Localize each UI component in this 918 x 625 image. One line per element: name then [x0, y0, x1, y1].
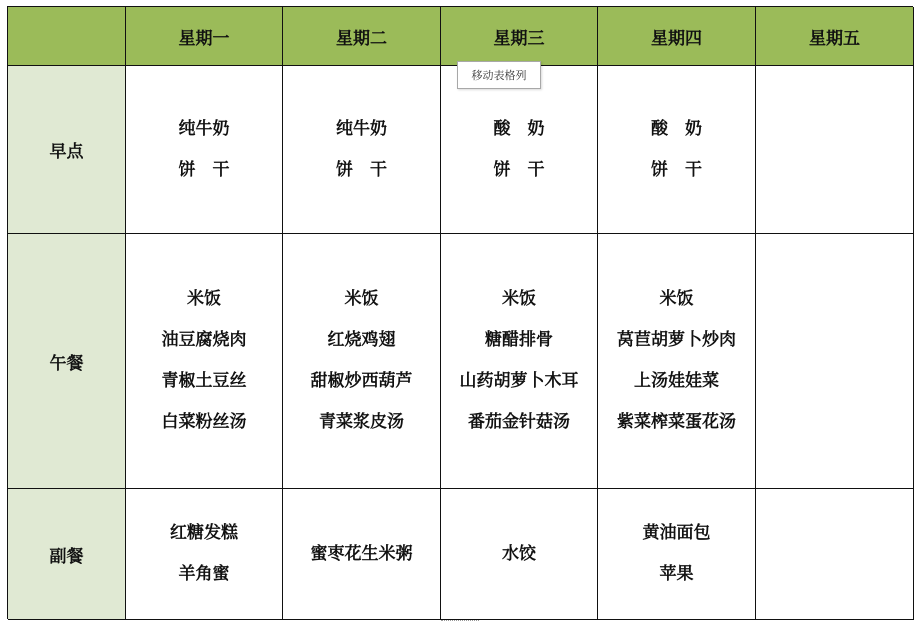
cell-breakfast-tuesday[interactable]: [283, 66, 441, 234]
menu-item: 米饭: [187, 289, 221, 309]
menu-item: 苹果: [659, 564, 694, 584]
column-move-guide: [441, 620, 479, 622]
header-thursday[interactable]: 星期四: [598, 7, 756, 66]
menu-item: 紫菜榨菜蛋花汤: [617, 412, 736, 432]
menu-item: 红烧鸡翅: [327, 330, 396, 350]
cell-lunch-monday[interactable]: [126, 234, 283, 489]
menu-item: 饼 干: [493, 159, 545, 180]
menu-item: 羊角蜜: [178, 564, 230, 584]
menu-item: 米饭: [502, 289, 536, 309]
row-label-side-meal: 副餐: [8, 489, 126, 620]
menu-item: 饼 干: [178, 159, 230, 180]
menu-item: 饼 干: [336, 159, 387, 180]
menu-item: 酸 奶: [493, 118, 545, 139]
menu-item: 纯牛奶: [178, 118, 230, 139]
menu-item: 酸 奶: [651, 118, 702, 139]
cell-breakfast-thursday[interactable]: [598, 66, 756, 234]
cell-breakfast-wednesday[interactable]: [441, 66, 598, 234]
menu-item: 蜜枣花生米粥: [310, 543, 413, 564]
menu-item: 番茄金针菇汤: [468, 412, 570, 432]
row-label-lunch: 午餐: [8, 234, 126, 489]
menu-item: 青椒土豆丝: [161, 371, 247, 391]
cell-breakfast-monday[interactable]: [126, 66, 283, 234]
cell-side-tuesday[interactable]: [283, 489, 441, 620]
menu-item: 山药胡萝卜木耳: [459, 371, 579, 391]
menu-item: 糖醋排骨: [485, 330, 553, 350]
cell-lunch-wednesday[interactable]: [441, 234, 598, 489]
cell-lunch-tuesday[interactable]: [283, 234, 441, 489]
move-column-tooltip: 移动表格列: [457, 61, 541, 89]
menu-item: 青菜浆皮汤: [319, 412, 404, 432]
menu-item: 甜椒炒西葫芦: [310, 371, 413, 391]
menu-item: 上汤娃娃菜: [634, 371, 719, 391]
cell-side-wednesday[interactable]: [441, 489, 598, 620]
cell-side-thursday[interactable]: [598, 489, 756, 620]
header-friday[interactable]: 星期五: [756, 7, 914, 66]
menu-item: 油豆腐烧肉: [161, 330, 247, 350]
cell-side-friday[interactable]: [756, 489, 914, 620]
header-corner: [8, 7, 126, 66]
menu-item: 红糖发糕: [170, 523, 238, 543]
cell-breakfast-friday[interactable]: [756, 66, 914, 234]
menu-item: 饼 干: [651, 159, 702, 180]
header-monday[interactable]: 星期一: [126, 7, 283, 66]
menu-table: [7, 6, 913, 619]
row-label-breakfast: 早点: [8, 66, 126, 234]
menu-item: 莴苣胡萝卜炒肉: [617, 330, 736, 350]
menu-item: 水饺: [502, 543, 536, 564]
cell-lunch-thursday[interactable]: [598, 234, 756, 489]
menu-item: 米饭: [344, 289, 379, 309]
menu-item: 米饭: [659, 289, 694, 309]
menu-item: 纯牛奶: [336, 118, 387, 139]
menu-item: 黄油面包: [642, 523, 711, 543]
cell-lunch-friday[interactable]: [756, 234, 914, 489]
menu-item: 白菜粉丝汤: [161, 412, 247, 432]
header-tuesday[interactable]: 星期二: [283, 7, 441, 66]
header-wednesday[interactable]: 星期三: [441, 7, 598, 66]
cell-side-monday[interactable]: [126, 489, 283, 620]
